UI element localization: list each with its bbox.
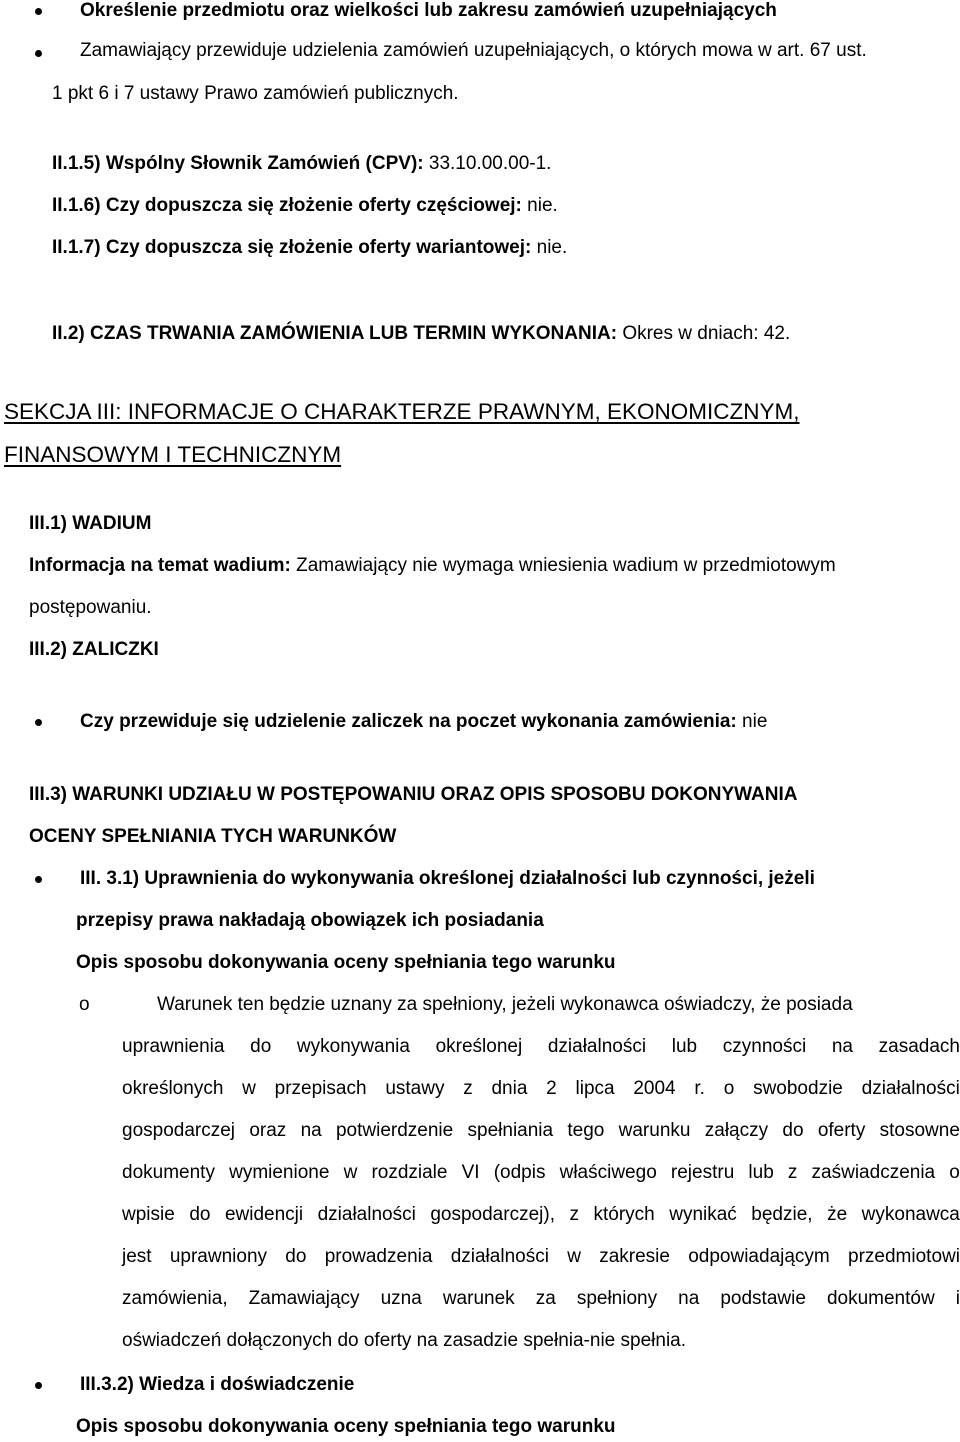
word: wykonywania <box>296 1036 410 1057</box>
permissions-heading: III. 3.1) Uprawnienia do wykonywania określonej działalności lub czynności, jeżeli <box>80 868 815 889</box>
bullet-icon <box>35 8 42 15</box>
word: oferty <box>817 1120 866 1141</box>
partial-offer-label: II.1.6) Czy dopuszcza się złożenie oferty częściowej: <box>52 195 522 216</box>
wadium-value: Zamawiający nie wymaga wniesienia wadium w przedmiotowym <box>290 555 836 576</box>
word: z <box>463 1078 473 1099</box>
condition-paragraph-last: oświadczeń dołączonych do oferty na zasadzie spełnia-nie spełnia. <box>122 1330 687 1351</box>
word: 2 <box>546 1078 557 1099</box>
conditions-heading: III.3) WARUNKI UDZIAŁU W POSTĘPOWANIU ORAZ OPIS SPOSOBU DOKONYWANIA <box>29 784 798 805</box>
partial-offer-line <box>52 194 558 218</box>
bullet-icon <box>35 876 42 883</box>
word: lub <box>748 1162 774 1183</box>
word: jest <box>122 1246 152 1267</box>
word: wymienione <box>229 1162 330 1183</box>
word: zamówienia, <box>122 1288 228 1309</box>
word: prowadzenia <box>324 1246 433 1267</box>
word: ustawy <box>385 1078 445 1099</box>
word: na <box>300 1120 322 1141</box>
word: warunku <box>618 1120 691 1141</box>
word: załączy <box>704 1120 769 1141</box>
word: zaświadczenia <box>811 1162 936 1183</box>
word: spełniony <box>576 1288 658 1309</box>
word: swobodzie <box>753 1078 843 1099</box>
word: podstawie <box>720 1288 806 1309</box>
circle-bullet-icon: o <box>79 994 90 1015</box>
word: o <box>949 1162 960 1183</box>
condition-paragraph-line <box>122 1203 960 1227</box>
word: właściwego <box>559 1162 657 1183</box>
word: określonych <box>122 1078 224 1099</box>
variant-offer-line <box>52 236 567 260</box>
word: odpowiadającym <box>688 1246 830 1267</box>
wadium-info-line <box>29 554 836 578</box>
wadium-heading: III.1) WADIUM <box>29 513 152 534</box>
zaliczki-question: Czy przewiduje się udzielenie zaliczek na poczet wykonania zamówienia: <box>80 711 737 732</box>
permissions-heading-cont: przepisy prawa nakładają obowiązek ich posiadania <box>76 910 544 931</box>
word: z <box>569 1204 579 1225</box>
zaliczki-heading: III.2) ZALICZKI <box>29 639 159 660</box>
condition-paragraph-line <box>122 1119 960 1143</box>
condition-paragraph-line <box>122 1077 960 1101</box>
partial-offer-value: nie. <box>521 195 558 216</box>
word: na <box>678 1288 700 1309</box>
word: do <box>285 1246 307 1267</box>
word: o <box>723 1078 735 1099</box>
word: gospodarczej <box>122 1120 236 1141</box>
condition-paragraph-first: Warunek ten będzie uznany za spełniony, jeżeli wykonawca oświadczy, że posiada <box>157 994 853 1015</box>
word: czynności <box>722 1036 807 1057</box>
word: Zamawiający <box>248 1288 360 1309</box>
word: dokumentów <box>826 1288 935 1309</box>
word: uprawnienia <box>122 1036 225 1057</box>
bullet-icon <box>35 50 42 57</box>
wadium-label: Informacja na temat wadium: <box>29 555 291 576</box>
word: lub <box>671 1036 698 1057</box>
word: potwierdzenie <box>335 1120 454 1141</box>
duration-value: Okres w dniach: 42. <box>617 323 791 344</box>
word: VI <box>461 1162 480 1183</box>
assessment-method-label: Opis sposobu dokonywania oceny spełniania tego warunku <box>76 952 616 973</box>
assessment-method-label-2: Opis sposobu dokonywania oceny spełniania tego warunku <box>76 1416 616 1437</box>
variant-offer-value: nie. <box>531 237 568 258</box>
word: wynikać <box>669 1204 737 1225</box>
word: spełniania <box>467 1120 554 1141</box>
conditions-heading-cont: OCENY SPEŁNIANIA TYCH WARUNKÓW <box>29 826 397 847</box>
word: przepisach <box>274 1078 367 1099</box>
word: i <box>955 1288 960 1309</box>
word: do <box>189 1204 211 1225</box>
word: ewidencji <box>224 1204 304 1225</box>
word: określonej <box>435 1036 523 1057</box>
word: do <box>250 1036 272 1057</box>
word: w <box>343 1162 358 1183</box>
word: lipca <box>575 1078 615 1099</box>
word: w <box>242 1078 256 1099</box>
bullet-icon <box>35 719 42 726</box>
word: uprawniony <box>169 1246 268 1267</box>
word: 2004 <box>633 1078 676 1099</box>
section-3-title-cont: FINANSOWYM I TECHNICZNYM <box>4 442 342 467</box>
word: będzie, <box>751 1204 813 1225</box>
variant-offer-label: II.1.7) Czy dopuszcza się złożenie oferty wariantowej: <box>52 237 532 258</box>
word: dnia <box>491 1078 528 1099</box>
word: (odpis <box>493 1162 546 1183</box>
section-3-title: SEKCJA III: INFORMACJE O CHARAKTERZE PRAWNYM, EKONOMICZNYM, <box>4 399 800 424</box>
duration-label: II.2) CZAS TRWANIA ZAMÓWIENIA LUB TERMIN WYKONANIA: <box>52 323 618 344</box>
word: działalności <box>317 1204 416 1225</box>
word: za <box>535 1288 556 1309</box>
word: których <box>593 1204 655 1225</box>
word: przedmiotowi <box>848 1246 960 1267</box>
heading-supplementary-orders: Określenie przedmiotu oraz wielkości lub zakresu zamówień uzupełniających <box>80 0 777 21</box>
condition-paragraph-line <box>122 1287 960 1311</box>
word: oraz <box>249 1120 287 1141</box>
wadium-info-cont: postępowaniu. <box>29 597 152 618</box>
word: do <box>782 1120 804 1141</box>
word: r. <box>694 1078 705 1099</box>
cpv-line <box>52 152 551 176</box>
word: na <box>831 1036 853 1057</box>
word: działalności <box>450 1246 549 1267</box>
word: rozdziale <box>371 1162 448 1183</box>
experience-heading: III.3.2) Wiedza i doświadczenie <box>80 1374 355 1395</box>
cpv-value: 33.10.00.00-1. <box>423 153 552 174</box>
word: warunek <box>442 1288 515 1309</box>
word: że <box>827 1204 848 1225</box>
duration-line <box>52 322 790 346</box>
condition-paragraph-line <box>122 1161 960 1185</box>
word: działalności <box>861 1078 960 1099</box>
word: uzna <box>380 1288 422 1309</box>
word: działalności <box>547 1036 647 1057</box>
cpv-label: II.1.5) Wspólny Słownik Zamówień (CPV): <box>52 153 424 174</box>
word: wpisie <box>122 1204 175 1225</box>
word: zakresie <box>599 1246 670 1267</box>
supplementary-orders-text: Zamawiający przewiduje udzielenia zamówień uzupełniających, o których mowa w art. 67 ust. <box>80 40 867 61</box>
condition-paragraph-line <box>122 1035 960 1059</box>
condition-paragraph-line <box>122 1245 960 1269</box>
bullet-icon <box>35 1382 42 1389</box>
word: w <box>567 1246 581 1267</box>
word: rejestru <box>670 1162 735 1183</box>
word: z <box>787 1162 798 1183</box>
word: wykonawca <box>861 1204 960 1225</box>
word: dokumenty <box>122 1162 215 1183</box>
word: tego <box>567 1120 605 1141</box>
supplementary-orders-text-cont: 1 pkt 6 i 7 ustawy Prawo zamówień publicznych. <box>52 83 459 104</box>
word: zasadach <box>878 1036 960 1057</box>
word: gospodarczej), <box>430 1204 555 1225</box>
zaliczki-answer: nie <box>736 711 768 732</box>
word: stosowne <box>879 1120 960 1141</box>
zaliczki-question-line <box>80 710 767 734</box>
